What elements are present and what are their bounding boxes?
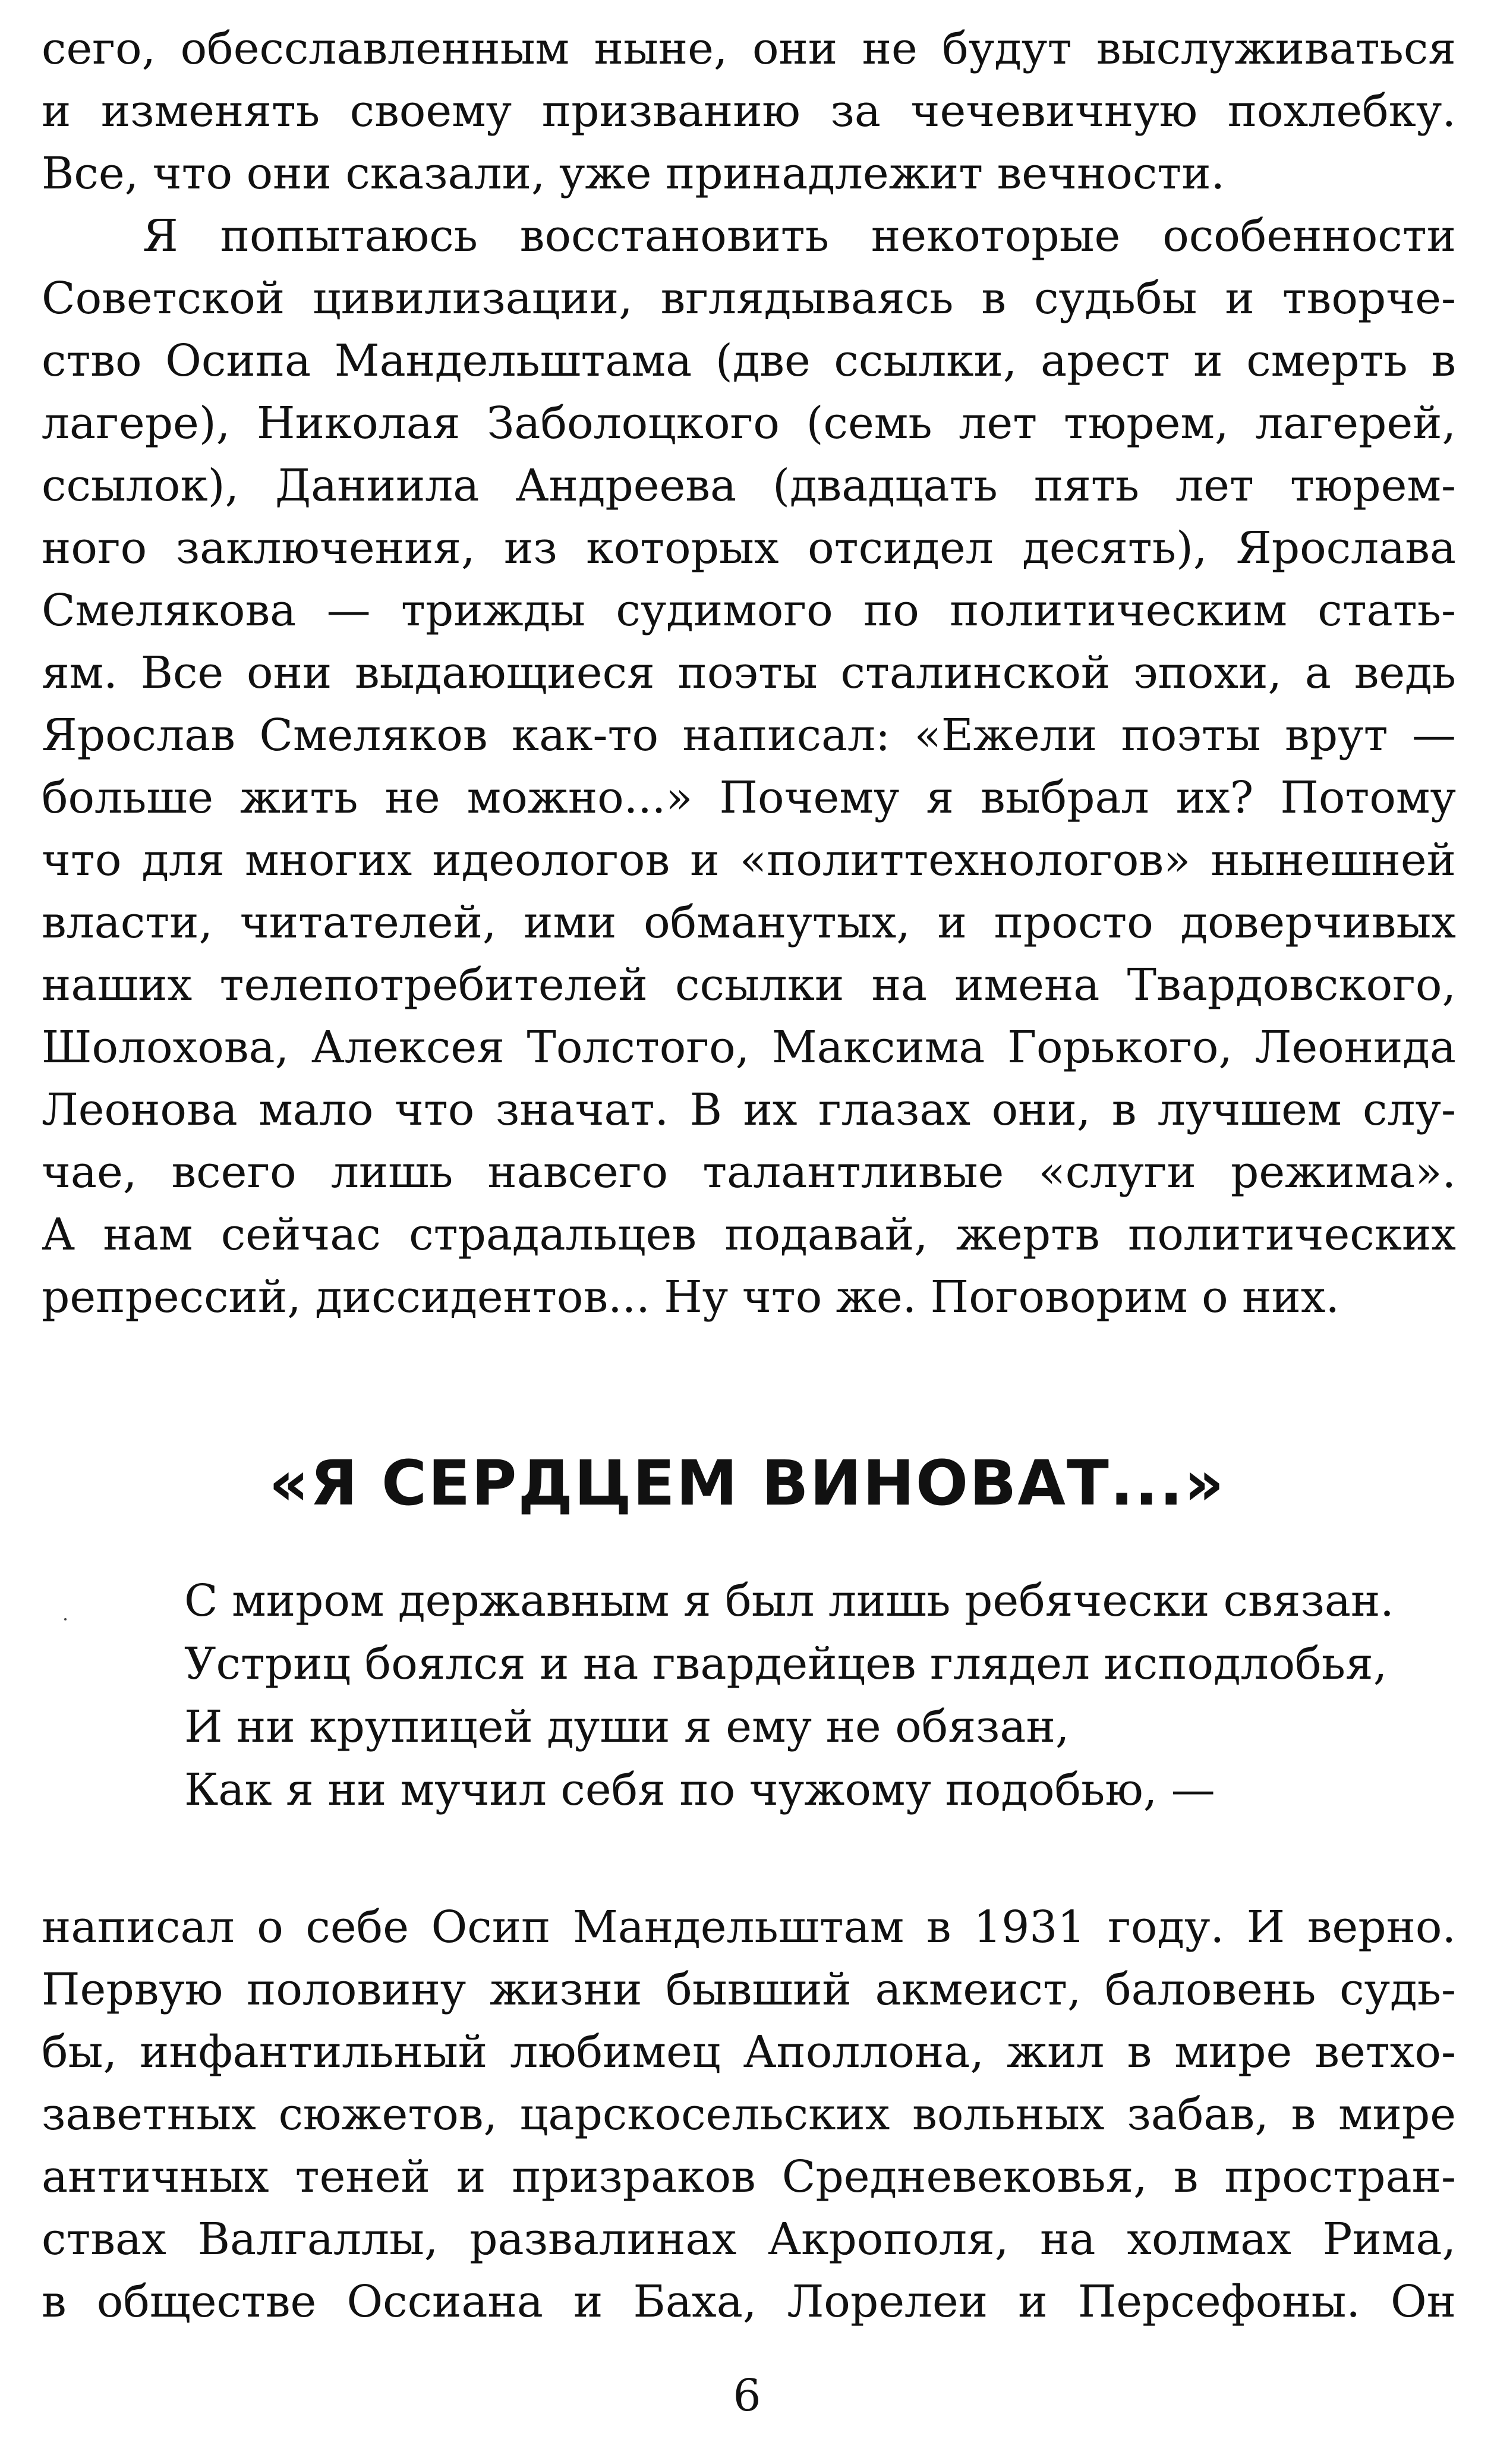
text-line: Шолохова, Алексея Толстого, Максима Горького, Леонида (42, 1022, 1456, 1073)
text-line: чае, всего лишь навсего талантливые «слуги режима». (42, 1147, 1456, 1198)
text-line: бы, инфантильный любимец Аполлона, жил в мире ветхо- (42, 2026, 1456, 2078)
text-line: ного заключения, из которых отсидел десять), Ярослава (42, 523, 1456, 574)
text-line: античных теней и призраков Средневековья, в простран- (42, 2151, 1456, 2202)
text-line: ствах Валгаллы, развалинах Акрополя, на холмах Рима, (42, 2214, 1456, 2265)
text-line: ство Осипа Мандельштама (две ссылки, арест и смерть в (42, 335, 1456, 386)
text-line: лагере), Николая Заболоцкого (семь лет тюрем, лагерей, (42, 398, 1456, 449)
paragraph-continued (42, 18, 1456, 205)
verse-line: И ни крупицей души я ему не обязан, (184, 1701, 1070, 1752)
chapter-title: «Я СЕРДЦЕМ ВИНОВАТ...» (269, 1447, 1225, 1519)
text-line: ссылок), Даниила Андреева (двадцать пять лет тюрем- (42, 460, 1456, 511)
text-line: репрессий, диссидентов... Ну что же. Поговорим о них. (42, 1272, 1340, 1323)
paragraph-body (42, 1896, 1456, 2333)
text-line: и изменять своему призванию за чечевичную похлебку. (42, 86, 1456, 137)
text-line: в обществе Оссиана и Баха, Лорелеи и Персефоны. Он (42, 2276, 1456, 2327)
text-line: сего, обесславленным ныне, они не будут выслуживаться (42, 23, 1456, 74)
text-line: заветных сюжетов, царскосельских вольных забав, в мире (42, 2089, 1456, 2140)
verse-line: Устриц боялся и на гвардейцев глядел исподлобья, (184, 1638, 1388, 1689)
text-line: Ярослав Смеляков как-то написал: «Ежели поэты врут — (42, 710, 1456, 761)
text-line: Леонова мало что значат. В их глазах они, в лучшем слу- (42, 1084, 1456, 1135)
verse-line: С миром державным я был лишь ребячески связан. (184, 1575, 1394, 1626)
text-line: власти, читателей, ими обманутых, и просто доверчивых (42, 897, 1456, 948)
epigraph-poem (184, 1569, 1462, 1821)
text-line: Советской цивилизации, вглядываясь в судьбы и творче- (42, 273, 1456, 324)
text-line: А нам сейчас страдальцев подавай, жертв политических (42, 1209, 1456, 1260)
text-line: что для многих идеологов и «политтехнологов» нынешней (42, 835, 1456, 886)
text-line: написал о себе Осип Мандельштам в 1931 году. И верно. (42, 1902, 1456, 1953)
text-line: Смелякова — трижды судимого по политическим стать- (42, 585, 1456, 636)
text-line: больше жить не можно...» Почему я выбрал их? Потому (42, 772, 1456, 823)
text-line: Первую половину жизни бывший акмеист, баловень судь- (42, 1964, 1456, 2015)
text-line: наших телепотребителей ссылки на имена Твардовского, (42, 959, 1456, 1011)
print-speck (64, 1618, 67, 1620)
text-line: Все, что они сказали, уже принадлежит вечности. (42, 148, 1225, 199)
paragraph-intro (42, 205, 1456, 1329)
text-line: ям. Все они выдающиеся поэты сталинской эпохи, а ведь (42, 647, 1456, 698)
text-line: Я попытаюсь восстановить некоторые особенности (143, 210, 1456, 262)
page-number: 6 (733, 2370, 761, 2421)
verse-line: Как я ни мучил себя по чужому подобью, — (184, 1764, 1215, 1815)
